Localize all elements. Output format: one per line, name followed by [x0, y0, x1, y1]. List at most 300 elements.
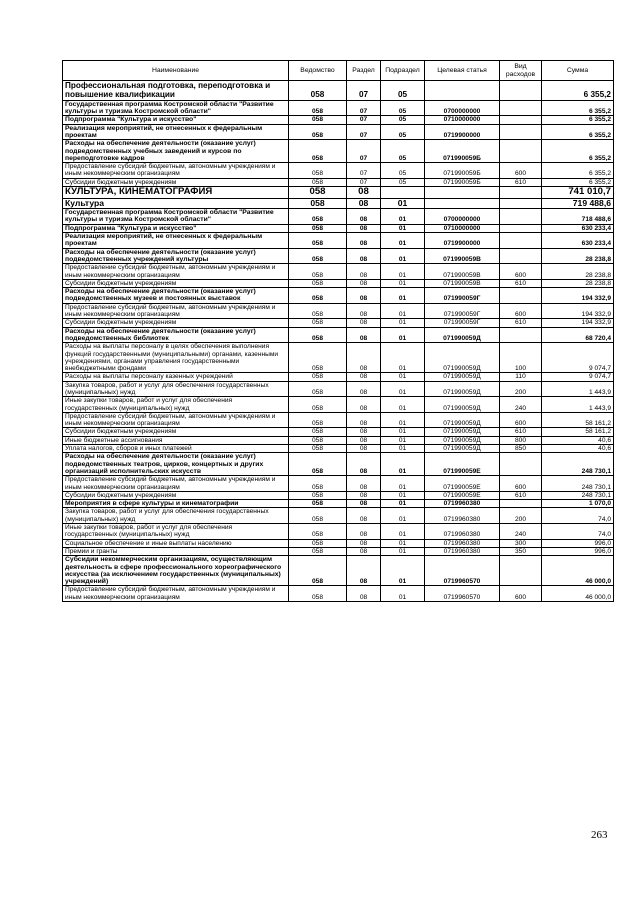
cell-summa: 46 000,0	[542, 556, 614, 586]
cell-summa: 9 074,7	[542, 343, 614, 373]
cell-name: Государственная программа Костромской области "Развитие культуры и туризма Костромской области"	[63, 209, 289, 225]
cell-ved: 058	[289, 500, 347, 508]
cell-vid	[500, 140, 542, 163]
cell-summa: 6 355,2	[542, 124, 614, 140]
cell-razdel: 08	[347, 586, 381, 602]
cell-celevaya: 071990059Д	[425, 397, 500, 413]
cell-razdel: 08	[347, 500, 381, 508]
cell-ved: 058	[289, 81, 347, 101]
cell-summa: 6 355,2	[542, 81, 614, 101]
table-row	[63, 233, 614, 249]
cell-name: Субсидии бюджетным учреждениям	[63, 178, 289, 186]
cell-summa: 1 443,9	[542, 381, 614, 397]
cell-vid	[500, 187, 542, 199]
cell-summa: 996,0	[542, 547, 614, 555]
cell-ved: 058	[289, 327, 347, 343]
table-row	[63, 373, 614, 381]
cell-ved: 058	[289, 100, 347, 116]
cell-podrazdel: 01	[381, 397, 425, 413]
cell-summa: 9 074,7	[542, 373, 614, 381]
cell-summa: 1 070,0	[542, 500, 614, 508]
cell-ved: 058	[289, 373, 347, 381]
cell-celevaya	[425, 198, 500, 209]
cell-razdel: 07	[347, 178, 381, 186]
cell-vid	[500, 327, 542, 343]
cell-name: Предоставление субсидий бюджетным, автономным учреждениям и иным некоммерческим организациям	[63, 264, 289, 280]
cell-name: Предоставление субсидий бюджетным, автономным учреждениям и иным некоммерческим организациям	[63, 476, 289, 492]
cell-summa: 194 332,9	[542, 288, 614, 304]
cell-vid: 200	[500, 381, 542, 397]
cell-razdel: 08	[347, 373, 381, 381]
cell-ved: 058	[289, 397, 347, 413]
cell-ved: 058	[289, 491, 347, 499]
cell-celevaya: 0719960380	[425, 524, 500, 540]
cell-ved: 058	[289, 539, 347, 547]
cell-razdel: 08	[347, 539, 381, 547]
cell-summa: 630 233,4	[542, 224, 614, 232]
cell-podrazdel: 01	[381, 233, 425, 249]
cell-podrazdel: 01	[381, 373, 425, 381]
cell-ved: 058	[289, 288, 347, 304]
cell-celevaya: 071990059Г	[425, 288, 500, 304]
cell-vid: 610	[500, 178, 542, 186]
cell-name: Профессиональная подготовка, переподготовка и повышение квалификации	[63, 81, 289, 101]
cell-celevaya: 071990059Д	[425, 343, 500, 373]
cell-celevaya: 071990059В	[425, 279, 500, 287]
cell-ved: 058	[289, 412, 347, 428]
cell-podrazdel: 05	[381, 163, 425, 179]
cell-razdel: 08	[347, 436, 381, 444]
cell-summa: 718 488,6	[542, 209, 614, 225]
cell-razdel: 08	[347, 288, 381, 304]
cell-vid: 600	[500, 264, 542, 280]
cell-ved: 058	[289, 224, 347, 232]
cell-celevaya: 0719960380	[425, 500, 500, 508]
table-row	[63, 539, 614, 547]
table-row	[63, 453, 614, 476]
cell-razdel: 08	[347, 397, 381, 413]
cell-summa: 28 238,8	[542, 264, 614, 280]
cell-vid: 610	[500, 319, 542, 327]
cell-name: Государственная программа Костромской области "Развитие культуры и туризма Костромской области"	[63, 100, 289, 116]
table-row	[63, 100, 614, 116]
cell-celevaya: 0719960380	[425, 539, 500, 547]
cell-vid: 600	[500, 586, 542, 602]
cell-vid: 600	[500, 163, 542, 179]
header-razdel: Раздел	[347, 61, 381, 81]
cell-celevaya: 071990059Д	[425, 381, 500, 397]
cell-name: Расходы на выплаты персоналу в целях обеспечения выполнения функций государственными (муниципальными) органами, казенными учреждениями, органами управления государственными внебюджетными фондами	[63, 343, 289, 373]
cell-razdel: 07	[347, 116, 381, 124]
cell-ved: 058	[289, 279, 347, 287]
cell-razdel: 08	[347, 248, 381, 264]
table-row	[63, 163, 614, 179]
cell-podrazdel: 01	[381, 327, 425, 343]
cell-vid	[500, 116, 542, 124]
cell-summa: 6 355,2	[542, 163, 614, 179]
table-row	[63, 116, 614, 124]
header-vid: Вид расходов	[500, 61, 542, 81]
cell-ved: 058	[289, 343, 347, 373]
cell-vid: 610	[500, 279, 542, 287]
cell-vid	[500, 556, 542, 586]
cell-vid: 100	[500, 343, 542, 373]
cell-celevaya	[425, 81, 500, 101]
cell-name: Субсидии бюджетным учреждениям	[63, 279, 289, 287]
cell-razdel: 08	[347, 303, 381, 319]
cell-summa: 6 355,2	[542, 100, 614, 116]
table-row	[63, 491, 614, 499]
table-row	[63, 224, 614, 232]
cell-name: Социальное обеспечение и иные выплаты населению	[63, 539, 289, 547]
cell-podrazdel: 01	[381, 491, 425, 499]
cell-podrazdel: 01	[381, 428, 425, 436]
cell-ved: 058	[289, 524, 347, 540]
cell-ved: 058	[289, 198, 347, 209]
cell-vid	[500, 81, 542, 101]
cell-ved: 058	[289, 436, 347, 444]
cell-celevaya: 0719960380	[425, 508, 500, 524]
cell-celevaya: 071990059В	[425, 248, 500, 264]
cell-podrazdel: 01	[381, 288, 425, 304]
cell-name: Предоставление субсидий бюджетным, автономным учреждениям и иным некоммерческим организациям	[63, 303, 289, 319]
cell-razdel: 08	[347, 319, 381, 327]
cell-podrazdel: 01	[381, 453, 425, 476]
cell-vid	[500, 209, 542, 225]
cell-name: Расходы на выплаты персоналу казенных учреждений	[63, 373, 289, 381]
cell-podrazdel: 05	[381, 140, 425, 163]
cell-razdel: 08	[347, 476, 381, 492]
cell-name: Иные закупки товаров, работ и услуг для обеспечения государственных (муниципальных) нужд	[63, 524, 289, 540]
cell-summa: 996,0	[542, 539, 614, 547]
cell-vid	[500, 248, 542, 264]
cell-razdel: 08	[347, 381, 381, 397]
cell-name: Расходы на обеспечение деятельности (оказание услуг) подведомственных музеев и постоянных выставок	[63, 288, 289, 304]
table-row	[63, 264, 614, 280]
cell-razdel: 08	[347, 491, 381, 499]
cell-razdel: 08	[347, 428, 381, 436]
cell-ved: 058	[289, 556, 347, 586]
table-row	[63, 124, 614, 140]
cell-ved: 058	[289, 453, 347, 476]
cell-name: Подпрограмма "Культура и искусство"	[63, 116, 289, 124]
header-celevaya: Целевая статья	[425, 61, 500, 81]
cell-ved: 058	[289, 264, 347, 280]
cell-name: КУЛЬТУРА, КИНЕМАТОГРАФИЯ	[63, 187, 289, 199]
header-summa: Сумма	[542, 61, 614, 81]
table-row	[63, 279, 614, 287]
cell-podrazdel: 01	[381, 381, 425, 397]
cell-vid: 800	[500, 436, 542, 444]
cell-ved: 058	[289, 586, 347, 602]
cell-podrazdel: 05	[381, 124, 425, 140]
cell-summa: 248 730,1	[542, 476, 614, 492]
table-row	[63, 476, 614, 492]
table-row	[63, 436, 614, 444]
cell-podrazdel: 05	[381, 178, 425, 186]
cell-vid: 600	[500, 476, 542, 492]
table-row	[63, 556, 614, 586]
cell-podrazdel: 01	[381, 445, 425, 453]
cell-podrazdel: 05	[381, 81, 425, 101]
cell-celevaya: 0719960570	[425, 586, 500, 602]
cell-podrazdel: 01	[381, 343, 425, 373]
cell-celevaya: 071990059Е	[425, 491, 500, 499]
table-row	[63, 81, 614, 101]
cell-vid: 240	[500, 397, 542, 413]
table-row	[63, 428, 614, 436]
cell-razdel: 07	[347, 163, 381, 179]
cell-podrazdel: 01	[381, 412, 425, 428]
table-row	[63, 500, 614, 508]
cell-name: Культура	[63, 198, 289, 209]
table-row	[63, 412, 614, 428]
cell-celevaya: 0710000000	[425, 116, 500, 124]
cell-ved: 058	[289, 547, 347, 555]
table-row	[63, 248, 614, 264]
cell-razdel: 08	[347, 556, 381, 586]
cell-name: Предоставление субсидий бюджетным, автономным учреждениям и иным некоммерческим организациям	[63, 163, 289, 179]
cell-summa: 6 355,2	[542, 116, 614, 124]
cell-vid: 110	[500, 373, 542, 381]
cell-razdel: 07	[347, 140, 381, 163]
cell-celevaya: 071990059Д	[425, 436, 500, 444]
cell-celevaya: 071990059Д	[425, 327, 500, 343]
cell-podrazdel: 01	[381, 303, 425, 319]
cell-celevaya: 0710000000	[425, 224, 500, 232]
cell-vid	[500, 224, 542, 232]
cell-summa: 40,6	[542, 445, 614, 453]
cell-razdel: 08	[347, 198, 381, 209]
cell-vid: 610	[500, 428, 542, 436]
table-row	[63, 343, 614, 373]
cell-vid: 600	[500, 412, 542, 428]
cell-name: Уплата налогов, сборов и иных платежей	[63, 445, 289, 453]
cell-ved: 058	[289, 508, 347, 524]
cell-celevaya: 071990059Д	[425, 428, 500, 436]
cell-podrazdel	[381, 187, 425, 199]
cell-razdel: 08	[347, 327, 381, 343]
table-row	[63, 209, 614, 225]
cell-name: Субсидии некоммерческим организациям, осуществляющим деятельность в сфере профессионального хореографического искусства (за исключением государственных (муниципальных) учреждений)	[63, 556, 289, 586]
cell-ved: 058	[289, 428, 347, 436]
header-name: Наименование	[63, 61, 289, 81]
cell-celevaya: 071990059Е	[425, 476, 500, 492]
cell-razdel: 08	[347, 547, 381, 555]
cell-podrazdel: 01	[381, 476, 425, 492]
cell-vid: 600	[500, 303, 542, 319]
cell-razdel: 08	[347, 264, 381, 280]
cell-vid: 850	[500, 445, 542, 453]
cell-summa: 58 161,2	[542, 412, 614, 428]
cell-summa: 194 332,9	[542, 319, 614, 327]
cell-ved: 058	[289, 116, 347, 124]
cell-vid	[500, 100, 542, 116]
cell-vid	[500, 453, 542, 476]
cell-name: Предоставление субсидий бюджетным, автономным учреждениям и иным некоммерческим организациям	[63, 412, 289, 428]
cell-razdel: 07	[347, 124, 381, 140]
cell-celevaya	[425, 187, 500, 199]
cell-name: Расходы на обеспечение деятельности (оказание услуг) подведомственных театров, цирков, концертных и других организаций исполнительских искусств	[63, 453, 289, 476]
cell-summa: 28 238,8	[542, 248, 614, 264]
cell-podrazdel: 01	[381, 500, 425, 508]
cell-vid	[500, 198, 542, 209]
cell-ved: 058	[289, 381, 347, 397]
cell-ved: 058	[289, 187, 347, 199]
cell-name: Закупка товаров, работ и услуг для обеспечения государственных (муниципальных) нужд	[63, 508, 289, 524]
cell-summa: 719 488,6	[542, 198, 614, 209]
cell-celevaya: 071990059Г	[425, 303, 500, 319]
cell-celevaya: 071990059Б	[425, 163, 500, 179]
budget-table-container	[62, 60, 613, 602]
cell-razdel: 08	[347, 233, 381, 249]
cell-podrazdel: 05	[381, 100, 425, 116]
cell-summa: 1 443,9	[542, 397, 614, 413]
cell-name: Субсидии бюджетным учреждениям	[63, 491, 289, 499]
cell-podrazdel: 01	[381, 279, 425, 287]
table-row	[63, 288, 614, 304]
cell-celevaya: 0700000000	[425, 209, 500, 225]
cell-podrazdel: 01	[381, 556, 425, 586]
cell-celevaya: 0719900000	[425, 124, 500, 140]
cell-celevaya: 071990059Б	[425, 140, 500, 163]
table-row	[63, 547, 614, 555]
cell-name: Иные бюджетные ассигнования	[63, 436, 289, 444]
cell-name: Реализация мероприятий, не отнесенных к федеральным проектам	[63, 233, 289, 249]
cell-podrazdel: 01	[381, 547, 425, 555]
cell-name: Подпрограмма "Культура и искусство"	[63, 224, 289, 232]
cell-vid	[500, 288, 542, 304]
cell-name: Расходы на обеспечение деятельности (оказание услуг) подведомственных учебных заведений и курсов по переподготовке кадров	[63, 140, 289, 163]
cell-ved: 058	[289, 178, 347, 186]
cell-vid: 350	[500, 547, 542, 555]
cell-podrazdel: 01	[381, 539, 425, 547]
cell-razdel: 08	[347, 209, 381, 225]
cell-name: Расходы на обеспечение деятельности (оказание услуг) подведомственных учреждений культуры	[63, 248, 289, 264]
table-row	[63, 381, 614, 397]
cell-vid: 200	[500, 508, 542, 524]
cell-celevaya: 0719960380	[425, 547, 500, 555]
cell-ved: 058	[289, 303, 347, 319]
cell-celevaya: 071990059Е	[425, 453, 500, 476]
cell-razdel: 08	[347, 224, 381, 232]
cell-ved: 058	[289, 319, 347, 327]
cell-podrazdel: 01	[381, 198, 425, 209]
cell-celevaya: 071990059В	[425, 264, 500, 280]
table-row	[63, 586, 614, 602]
cell-summa: 58 161,2	[542, 428, 614, 436]
header-ved: Ведомство	[289, 61, 347, 81]
cell-summa: 741 010,7	[542, 187, 614, 199]
cell-razdel: 08	[347, 508, 381, 524]
cell-summa: 46 000,0	[542, 586, 614, 602]
cell-podrazdel: 01	[381, 248, 425, 264]
cell-vid: 300	[500, 539, 542, 547]
cell-name: Субсидии бюджетным учреждениям	[63, 428, 289, 436]
table-row	[63, 319, 614, 327]
cell-razdel: 08	[347, 453, 381, 476]
cell-ved: 058	[289, 163, 347, 179]
cell-summa: 194 332,9	[542, 303, 614, 319]
cell-summa: 630 233,4	[542, 233, 614, 249]
cell-ved: 058	[289, 233, 347, 249]
table-row	[63, 445, 614, 453]
cell-podrazdel: 01	[381, 508, 425, 524]
cell-ved: 058	[289, 209, 347, 225]
cell-summa: 74,0	[542, 508, 614, 524]
table-header-row	[63, 61, 614, 81]
cell-razdel: 07	[347, 81, 381, 101]
cell-razdel: 07	[347, 100, 381, 116]
cell-ved: 058	[289, 476, 347, 492]
cell-summa: 40,6	[542, 436, 614, 444]
cell-summa: 6 355,2	[542, 178, 614, 186]
cell-celevaya: 0719900000	[425, 233, 500, 249]
cell-vid	[500, 124, 542, 140]
cell-vid	[500, 500, 542, 508]
cell-razdel: 08	[347, 412, 381, 428]
cell-podrazdel: 01	[381, 224, 425, 232]
cell-podrazdel: 01	[381, 319, 425, 327]
cell-vid: 240	[500, 524, 542, 540]
cell-summa: 28 238,8	[542, 279, 614, 287]
budget-table	[62, 60, 614, 602]
cell-podrazdel: 01	[381, 586, 425, 602]
table-body	[63, 81, 614, 602]
cell-celevaya: 071990059Д	[425, 445, 500, 453]
cell-celevaya: 0700000000	[425, 100, 500, 116]
table-row	[63, 178, 614, 186]
cell-name: Предоставление субсидий бюджетным, автономным учреждениям и иным некоммерческим организациям	[63, 586, 289, 602]
cell-podrazdel: 01	[381, 209, 425, 225]
cell-podrazdel: 01	[381, 524, 425, 540]
cell-name: Реализация мероприятий, не отнесенных к федеральным проектам	[63, 124, 289, 140]
cell-podrazdel: 01	[381, 436, 425, 444]
cell-ved: 058	[289, 140, 347, 163]
cell-podrazdel: 05	[381, 116, 425, 124]
cell-name: Закупка товаров, работ и услуг для обеспечения государственных (муниципальных) нужд	[63, 381, 289, 397]
cell-summa: 74,0	[542, 524, 614, 540]
table-row	[63, 508, 614, 524]
cell-name: Иные закупки товаров, работ и услуг для обеспечения государственных (муниципальных) нужд	[63, 397, 289, 413]
table-row	[63, 327, 614, 343]
cell-summa: 6 355,2	[542, 140, 614, 163]
cell-ved: 058	[289, 124, 347, 140]
cell-celevaya: 0719960570	[425, 556, 500, 586]
cell-name: Мероприятия в сфере культуры и кинематографии	[63, 500, 289, 508]
cell-ved: 058	[289, 445, 347, 453]
table-row	[63, 524, 614, 540]
cell-celevaya: 071990059Г	[425, 319, 500, 327]
cell-name: Субсидии бюджетным учреждениям	[63, 319, 289, 327]
cell-razdel: 08	[347, 187, 381, 199]
table-row	[63, 198, 614, 209]
cell-celevaya: 071990059Д	[425, 412, 500, 428]
header-podrazdel: Подраздел	[381, 61, 425, 81]
cell-summa: 68 720,4	[542, 327, 614, 343]
cell-razdel: 08	[347, 343, 381, 373]
cell-name: Расходы на обеспечение деятельности (оказание услуг) подведомственных библиотек	[63, 327, 289, 343]
cell-name: Премии и гранты	[63, 547, 289, 555]
cell-vid: 610	[500, 491, 542, 499]
cell-razdel: 08	[347, 279, 381, 287]
cell-razdel: 08	[347, 445, 381, 453]
cell-razdel: 08	[347, 524, 381, 540]
cell-podrazdel: 01	[381, 264, 425, 280]
cell-celevaya: 071990059Д	[425, 373, 500, 381]
table-row	[63, 397, 614, 413]
table-row	[63, 303, 614, 319]
